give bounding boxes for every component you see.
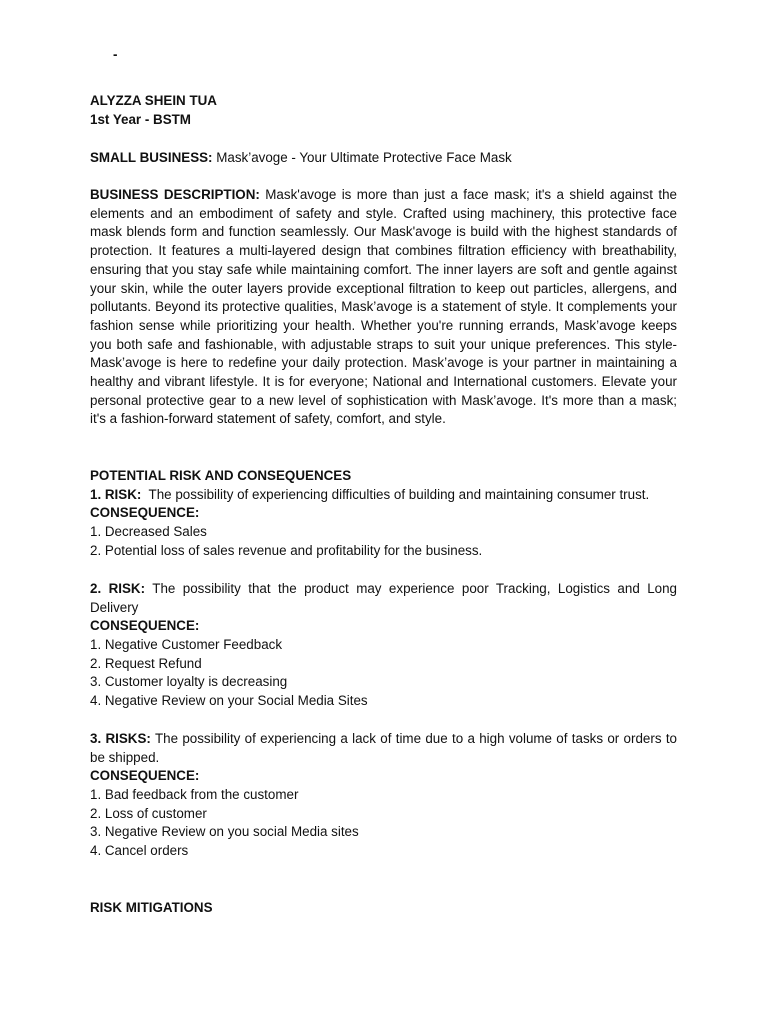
risk-3-consequence-2: 2. Loss of customer — [90, 806, 207, 821]
risk-1-consequence-1: 1. Decreased Sales — [90, 524, 207, 539]
mitigations-heading: RISK MITIGATIONS — [90, 900, 213, 915]
risk-2-consequence-3: 3. Customer loyalty is decreasing — [90, 674, 288, 689]
small-business-label: SMALL BUSINESS: — [90, 150, 213, 165]
business-description — [90, 186, 677, 429]
risk-3 — [90, 730, 677, 767]
risk-1-text: The possibility of experiencing difficulties of building and maintaining consumer trust. — [141, 487, 650, 502]
small-business-value: Mask’avoge - Your Ultimate Protective Face Mask — [216, 150, 512, 165]
risk-2-text: The possibility that the product may experience poor Tracking, Logistics and Long Delivery — [90, 581, 677, 615]
risk-2-consequence-2: 2. Request Refund — [90, 656, 202, 671]
risk-3-label: 3. RISKS: — [90, 731, 151, 746]
author-year-program: 1st Year - BSTM — [90, 112, 191, 127]
risk-1-consequence-2: 2. Potential loss of sales revenue and profitability for the business. — [90, 543, 483, 558]
risk-1 — [90, 486, 677, 505]
small-business-line — [90, 149, 512, 168]
risk-2 — [90, 580, 677, 617]
business-description-text: Mask'avoge is more than just a face mask; it's a shield against the elements and an embodiment of safety and style. Crafted using machinery, this protective face mask blends form and function seamlessly. Our Mask'avoge is build with the highest standards of protection. It features a multi-layered design that combines filtration efficiency with breathability, ensuring that you stay safe while maintaining comfort. The inner layers are soft and gentle against your skin, while the outer layers provide exceptional filtration to keep out particles, allergens, and pollutants. Beyond its protective qualities, Mask’avoge is a statement of style. It complements your fashion sense while prioritizing your health. Whether you're running errands, Mask’avoge keeps you both safe and fashionable, with adjustable straps to suit your unique preferences. This style-Mask’avoge is here to redefine your daily protection. Mask’avoge is your partner in maintaining a healthy and vibrant lifestyle. It is for everyone; National and International customers. Elevate your personal protective gear to a new level of sophistication with Mask’avoge. It's more than a mask; it's a fashion-forward statement of safety, comfort, and style. — [90, 187, 677, 427]
author-name: ALYZZA SHEIN TUA — [90, 93, 217, 108]
risk-2-consequence-1: 1. Negative Customer Feedback — [90, 637, 283, 652]
risk-1-consequence-label: CONSEQUENCE: — [90, 505, 200, 520]
risk-2-consequence-4: 4. Negative Review on your Social Media Sites — [90, 693, 368, 708]
risk-3-consequence-label: CONSEQUENCE: — [90, 768, 200, 783]
risk-3-text: The possibility of experiencing a lack of time due to a high volume of tasks or orders to be shipped. — [90, 731, 677, 765]
risk-2-consequence-label: CONSEQUENCE: — [90, 618, 200, 633]
risk-2-label: 2. RISK: — [90, 581, 146, 596]
risk-1-label: 1. RISK: — [90, 487, 142, 502]
business-description-label: BUSINESS DESCRIPTION: — [90, 187, 260, 202]
risk-3-consequence-4: 4. Cancel orders — [90, 843, 189, 858]
risk-3-consequence-1: 1. Bad feedback from the customer — [90, 787, 299, 802]
dash-mark: - — [113, 47, 118, 62]
risk-3-consequence-3: 3. Negative Review on you social Media sites — [90, 824, 359, 839]
risks-heading: POTENTIAL RISK AND CONSEQUENCES — [90, 468, 352, 483]
